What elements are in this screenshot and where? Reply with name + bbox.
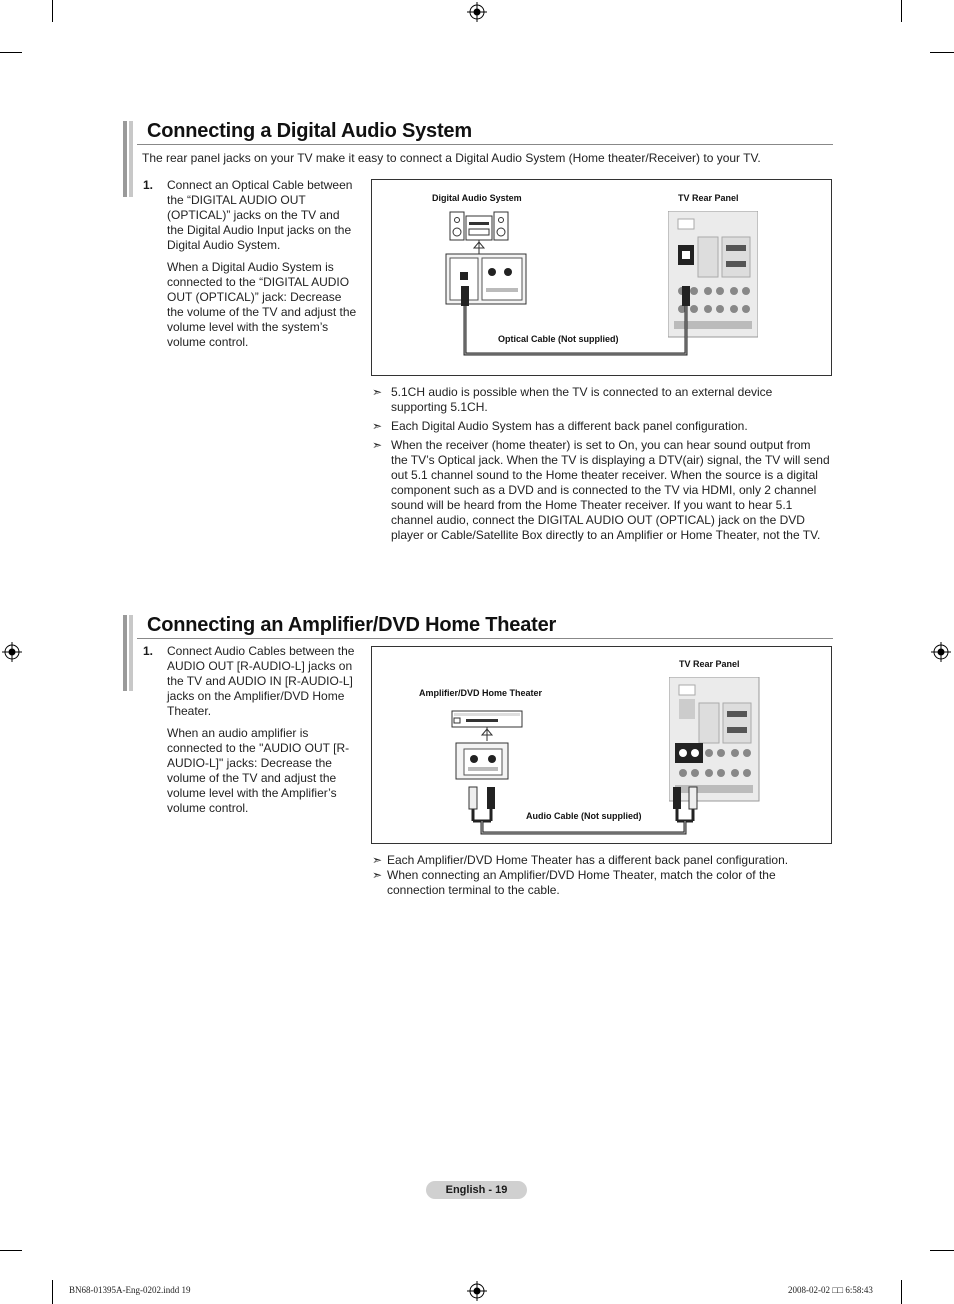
section-title: Connecting a Digital Audio System [147, 120, 472, 142]
crop-mark [930, 52, 954, 53]
crop-mark [901, 1280, 902, 1304]
cable-label: Optical Cable (Not supplied) [498, 334, 619, 344]
section-intro: The rear panel jacks on your TV make it easy to connect a Digital Audio System (Home theater/Receiver) to your TV. [142, 151, 761, 165]
note-arrow-icon: ➣ [372, 385, 383, 399]
note-arrow-icon: ➣ [372, 438, 383, 452]
note-item [372, 868, 830, 898]
optical-cable-illustration [452, 280, 712, 360]
device-label: Amplifier/DVD Home Theater [419, 688, 543, 698]
tv-panel-label: TV Rear Panel [679, 659, 740, 669]
note-arrow-icon: ➣ [372, 853, 383, 867]
crop-mark [52, 1280, 53, 1304]
registration-mark-icon [467, 1281, 487, 1301]
registration-mark-icon [467, 2, 487, 22]
section-title: Connecting an Amplifier/DVD Home Theater [147, 614, 557, 636]
section-marker-bar [123, 615, 133, 691]
crop-mark [901, 0, 902, 22]
page-number-badge: English - 19 [426, 1181, 527, 1199]
section-marker-bar [123, 121, 133, 197]
crop-mark [52, 0, 53, 22]
tv-panel-label: TV Rear Panel [678, 193, 739, 203]
note-text: When connecting an Amplifier/DVD Home Theater, match the color of the connection terminal to the cable. [387, 868, 776, 897]
device-label: Digital Audio System [432, 193, 522, 203]
print-slug-timestamp: 2008-02-02 □□ 6:58:43 [788, 1285, 873, 1295]
step-paragraph: When a Digital Audio System is connected to the “DIGITAL AUDIO OUT (OPTICAL)” jack: Decrease the volume of the TV and adjust the volume level with the system’s volume control. [167, 260, 357, 349]
note-text: Each Digital Audio System has a different back panel configuration. [391, 419, 748, 433]
step-paragraph: Connect Audio Cables between the AUDIO OUT [R-AUDIO-L] jacks on the TV and AUDIO IN [R-AUDIO-L] jacks on the Amplifier/DVD Home Theater. [167, 644, 355, 718]
step-paragraph: Connect an Optical Cable between the “DIGITAL AUDIO OUT (OPTICAL)” jacks on the TV and the Digital Audio Input jacks on the Digital Audio System. [167, 178, 353, 252]
registration-mark-icon [2, 642, 22, 662]
note-item [372, 385, 830, 415]
title-rule [137, 144, 833, 145]
title-rule [137, 638, 833, 639]
step-number: 1. [143, 178, 154, 192]
note-text: 5.1CH audio is possible when the TV is connected to an external device supporting 5.1CH. [391, 385, 773, 414]
crop-mark [930, 1250, 954, 1251]
connection-diagram [371, 646, 832, 844]
step-instructions [167, 178, 357, 357]
step-paragraph: When an audio amplifier is connected to the "AUDIO OUT [R-AUDIO-L]" jacks: Decrease the volume of the TV and adjust the volume level with the Amplifier’s volume control. [167, 726, 350, 815]
note-arrow-icon: ➣ [372, 419, 383, 433]
note-arrow-icon: ➣ [372, 868, 383, 882]
registration-mark-icon [931, 642, 951, 662]
print-slug-file: BN68-01395A-Eng-0202.indd 19 [69, 1285, 191, 1295]
note-text: When the receiver (home theater) is set to On, you can hear sound output from the TV’s Optical jack. When the TV is displaying a DTV(air) signal, the TV will send out 5.1 channel sound to the Home theater receiver. When the source is a digital component such as a DVD and is connected to the TV via HDMI, only 2 channel sound will be heard from the Home Theater receiver. If you want to hear 5.1 channel audio, connect the DIGITAL AUDIO OUT (OPTICAL) jack on the DVD player or Cable/Satellite Box directly to an Amplifier or Home Theater, not the TV. [391, 438, 830, 542]
audio-cable-illustration [467, 777, 717, 839]
crop-mark [0, 52, 22, 53]
cable-label: Audio Cable (Not supplied) [526, 811, 642, 821]
note-text: Each Amplifier/DVD Home Theater has a different back panel configuration. [387, 853, 789, 867]
connection-diagram [371, 179, 832, 376]
step-instructions [167, 644, 357, 823]
note-item [372, 419, 830, 434]
note-item [372, 853, 830, 868]
step-number: 1. [143, 644, 154, 658]
note-item [372, 438, 830, 543]
crop-mark [0, 1250, 22, 1251]
